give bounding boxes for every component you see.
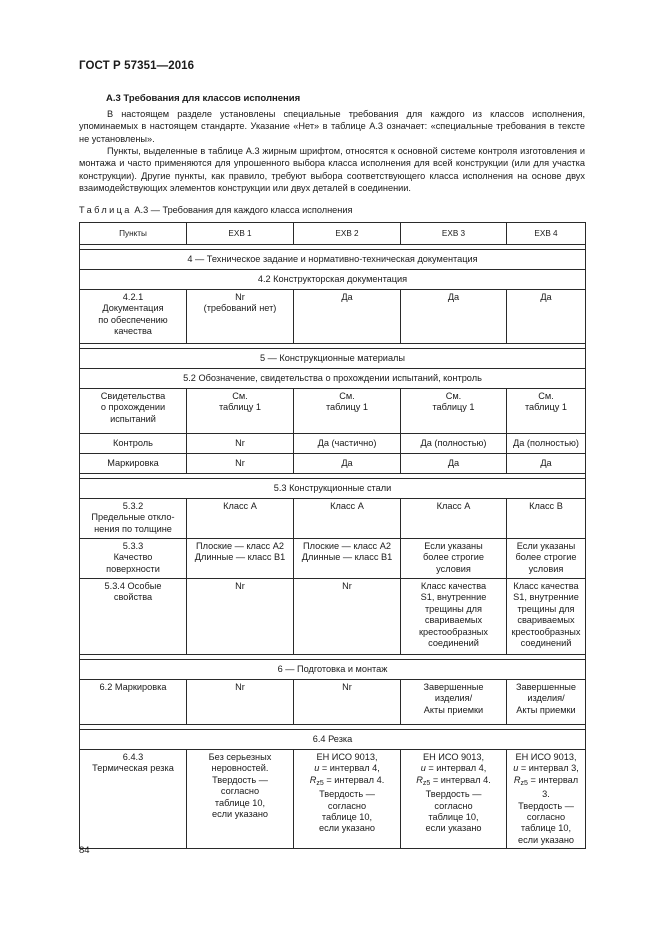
table-cell: ЕН ИСО 9013, u = интервал 4, $R_{z5}$ = интервал 4. Твердость — согласно таблице 10, если указано: [294, 750, 401, 849]
table-cell: Класс А: [401, 499, 507, 539]
section-row: [80, 479, 586, 499]
table-cell: Класс А: [294, 499, 401, 539]
table-row: [80, 680, 586, 725]
paragraph-items: Пункты, выделенные в таблице А.3 жирным шрифтом, относятся к основной системе контроля изготовления и монтажа и часто применяются для упрошенного выбора класса исполнения для всей конструкции (или для участка конструкции). Другие пункты, как правило, требуют выбора соответствующего класса исполнения на основе двух взаимодействующих элементов конструкции или двух деталей в соединении.: [79, 146, 585, 194]
table-cell: Nr: [294, 680, 401, 725]
table-cell: Nr: [187, 680, 294, 725]
table-cell: Да (частично): [294, 434, 401, 454]
table-cell: Да: [401, 454, 507, 474]
table-cell: Плоские — класс А2 Длинные — класс В1: [294, 539, 401, 579]
table-cell: Да: [294, 290, 401, 344]
table-cell: См. таблицу 1: [401, 389, 507, 434]
table-caption-label: Таблица: [79, 205, 132, 215]
table-cell: 6.2 Маркировка: [80, 680, 187, 725]
table-row: [80, 389, 586, 434]
table-cell: Да (полностью): [401, 434, 507, 454]
table-cell: Да: [294, 454, 401, 474]
table-cell: Да: [507, 290, 586, 344]
table-cell: Да: [401, 290, 507, 344]
section-row: [80, 349, 586, 369]
table-row: [80, 750, 586, 849]
table-cell: Контроль: [80, 434, 187, 454]
table-cell: Завершенные изделия/ Акты приемки: [401, 680, 507, 725]
table-cell: Если указаны более строгие условия: [507, 539, 586, 579]
table-caption-text: А.3 — Требования для каждого класса исполнения: [134, 205, 353, 215]
table-cell: Nr: [294, 579, 401, 655]
table-cell: Завершенные изделия/ Акты приемки: [507, 680, 586, 725]
requirements-table: [79, 222, 586, 849]
section-row: [80, 660, 586, 680]
section-cell: 4.2 Конструкторская документация: [80, 270, 586, 290]
table-header-row: [80, 223, 586, 245]
table-cell: ЕН ИСО 9013, u = интервал 3, $R_{z5}$ = интервал 3. Твердость — согласно таблице 10, если указано: [507, 750, 586, 849]
section-title: А.3 Требования для классов исполнения: [106, 93, 301, 104]
table-cell: 5.3.3 Качество поверхности: [80, 539, 187, 579]
table-cell: Да: [507, 454, 586, 474]
table-cell: Плоские — класс А2 Длинные — класс В1: [187, 539, 294, 579]
section-row: [80, 270, 586, 290]
table-cell: 5.3.2 Предельные откло- нения по толщине: [80, 499, 187, 539]
header-cell: EXB 3: [401, 223, 507, 245]
table-cell: Класс В: [507, 499, 586, 539]
table-cell: Класс качества S1, внутренние трещины для свариваемых крестообразных соединений: [507, 579, 586, 655]
table-cell: Nr: [187, 454, 294, 474]
header-cell: EXB 2: [294, 223, 401, 245]
section-cell: 5.3 Конструкционные стали: [80, 479, 586, 499]
table-cell: 5.3.4 Особые свойства: [80, 579, 187, 655]
header-cell: EXB 4: [507, 223, 586, 245]
table-cell: 4.2.1 Документация по обеспечению качества: [80, 290, 187, 344]
section-cell: 5 — Конструкционные материалы: [80, 349, 586, 369]
table-cell: Свидетельства о прохождении испытаний: [80, 389, 187, 434]
table-cell: Nr (требований нет): [187, 290, 294, 344]
table-cell: Nr: [187, 434, 294, 454]
table-row: [80, 579, 586, 655]
table-cell: Класс А: [187, 499, 294, 539]
table-cell: 6.4.3 Термическая резка: [80, 750, 187, 849]
table-cell: ЕН ИСО 9013, u = интервал 4, $R_{z5}$ = интервал 4. Твердость — согласно таблице 10, если указано: [401, 750, 507, 849]
paragraph-intro: В настоящем разделе установлены специальные требования для каждого из классов исполнения, упоминаемых в настоящем стандарте. Указание «Нет» в таблице А.3 означает: «специальные требования в тексте не установлены».: [79, 109, 585, 144]
table-cell: Класс качества S1, внутренние трещины для свариваемых крестообразных соединений: [401, 579, 507, 655]
table-cell: Nr: [187, 579, 294, 655]
section-cell: 4 — Техническое задание и нормативно-техническая документация: [80, 250, 586, 270]
table-cell: См. таблицу 1: [294, 389, 401, 434]
table-row: [80, 499, 586, 539]
table-row: [80, 434, 586, 454]
table-cell: См. таблицу 1: [507, 389, 586, 434]
section-row: [80, 369, 586, 389]
page-number: 84: [79, 845, 90, 856]
section-cell: 6.4 Резка: [80, 730, 586, 750]
table-row: [80, 539, 586, 579]
table-cell: Без серьезных неровностей. Твердость — согласно таблице 10, если указано: [187, 750, 294, 849]
table-row: [80, 454, 586, 474]
section-row: [80, 730, 586, 750]
table-caption: [79, 205, 352, 215]
header-cell: Пункты: [80, 223, 187, 245]
table-cell: Маркировка: [80, 454, 187, 474]
section-cell: 5.2 Обозначение, свидетельства о прохождении испытаний, контроль: [80, 369, 586, 389]
header-cell: EXB 1: [187, 223, 294, 245]
section-row: [80, 250, 586, 270]
section-cell: 6 — Подготовка и монтаж: [80, 660, 586, 680]
table-cell: Да (полностью): [507, 434, 586, 454]
table-cell: Если указаны более строгие условия: [401, 539, 507, 579]
standard-header: ГОСТ Р 57351—2016: [79, 60, 195, 72]
table-cell: См. таблицу 1: [187, 389, 294, 434]
table-row: [80, 290, 586, 344]
